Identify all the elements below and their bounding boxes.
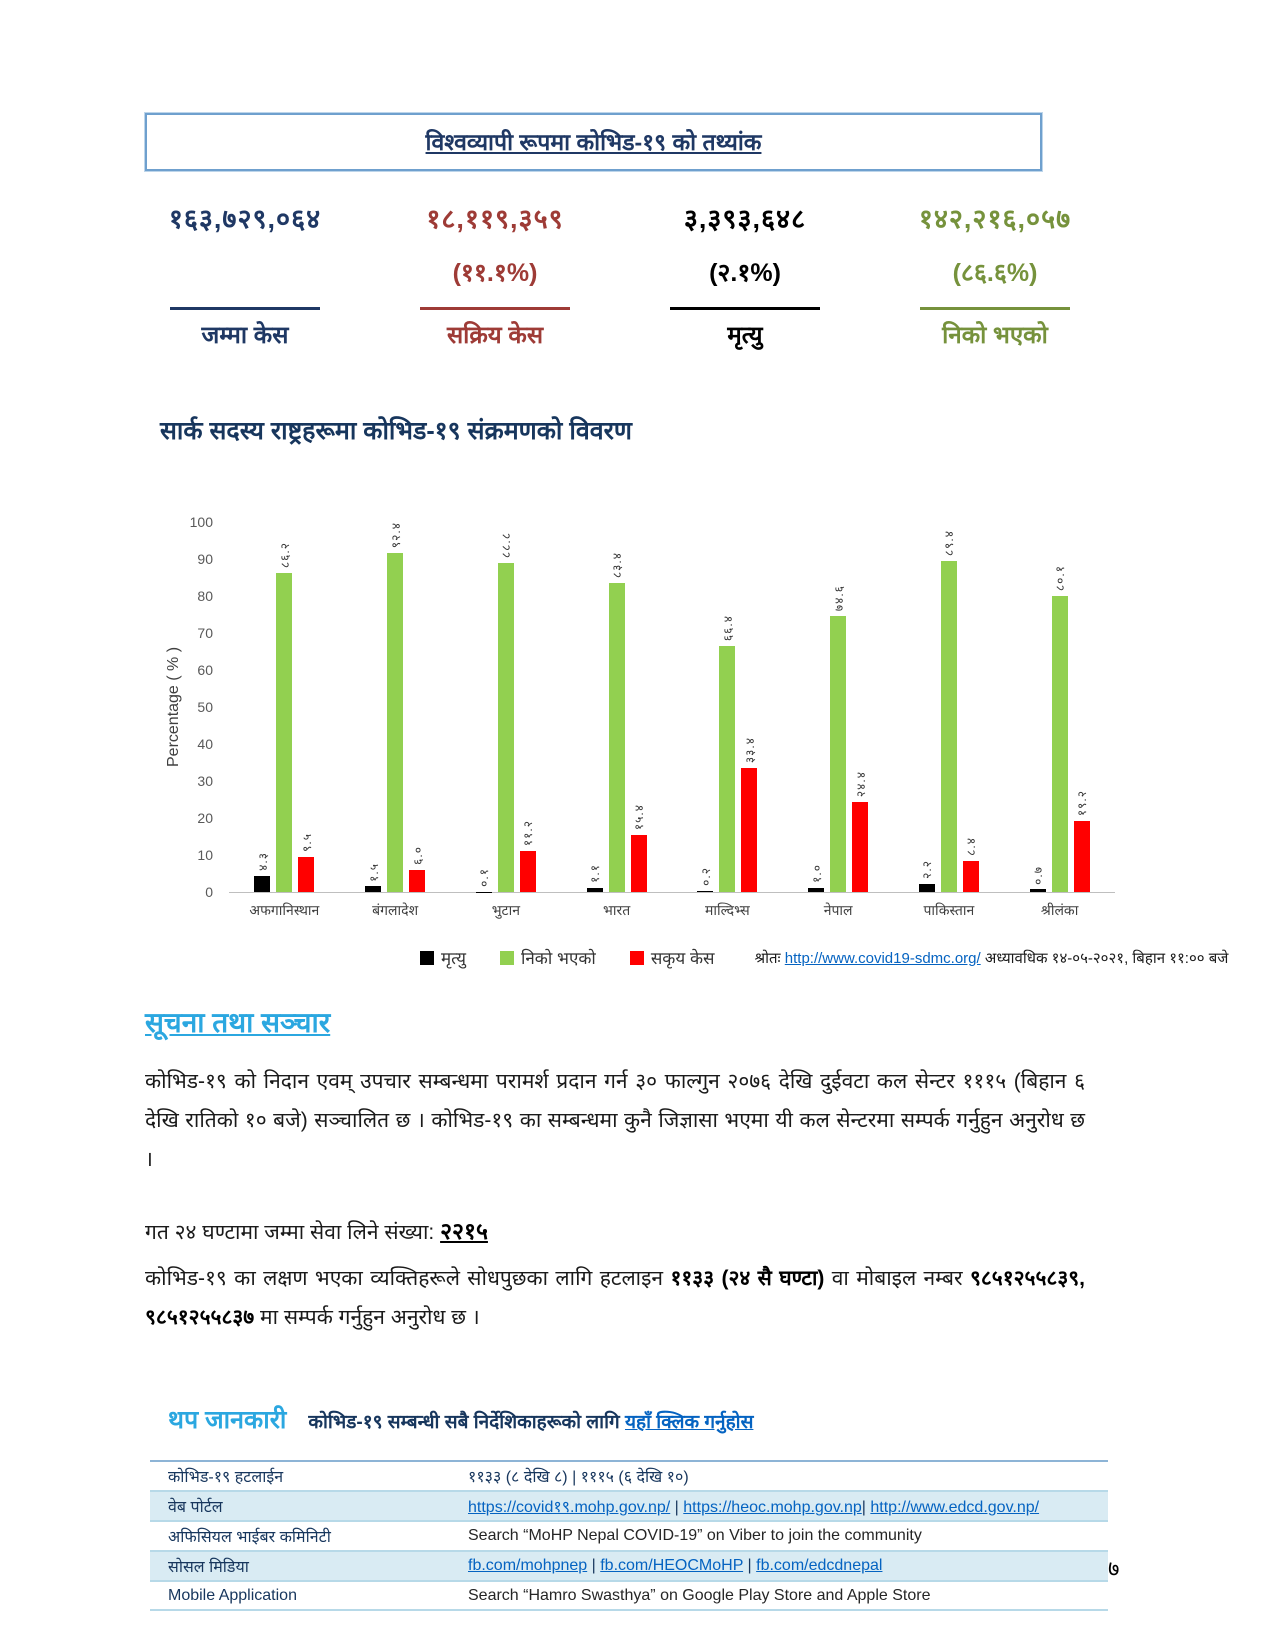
bar xyxy=(697,891,713,892)
table-link[interactable]: https://covid१९.mohp.gov.np/ xyxy=(468,1499,671,1517)
bar-column xyxy=(497,522,514,892)
bar xyxy=(365,886,381,892)
source-suffix: अध्यावधिक १४-०५-२०२१, बिहान ११:०० बजे xyxy=(984,949,1229,967)
service-count-label: गत २४ घण्टामा जम्मा सेवा लिने संख्या: xyxy=(145,1220,441,1244)
bar-column xyxy=(697,522,714,892)
legend-item xyxy=(500,946,596,969)
hotline-text-1: कोभिड-१९ का लक्षण भएका व्यक्तिहरूले सोधपुछका लागि हटलाइन xyxy=(145,1267,671,1291)
bar-value-label: १५.४ xyxy=(632,803,647,831)
table-row-label: अफिसियल भाईबर कमिनिटी xyxy=(168,1529,331,1547)
bar xyxy=(808,888,824,892)
source-prefix: श्रोतः xyxy=(754,949,781,967)
y-tick-label: 70 xyxy=(197,625,213,641)
bar-value-label: १.५ xyxy=(366,862,381,882)
stat-deaths xyxy=(650,199,840,351)
category-label: श्रीलंका xyxy=(1040,902,1079,918)
stat-recovered xyxy=(900,199,1090,351)
bar xyxy=(520,851,536,892)
bar-value-label: ६.० xyxy=(410,845,425,865)
bar-column xyxy=(940,522,957,892)
stat-value: ३,३९३,६४८ xyxy=(683,204,807,234)
hotline-text-3: मा सम्पर्क गर्नुहुन अनुरोध छ । xyxy=(254,1306,480,1330)
bar-value-label: ६६.४ xyxy=(720,615,735,642)
table-link[interactable]: fb.com/HEOCMoHP xyxy=(600,1557,744,1575)
bar-value-label: २.२ xyxy=(920,860,935,879)
chart-body xyxy=(165,477,1115,920)
legend-item xyxy=(630,946,715,969)
bar-value-label: ८६.२ xyxy=(277,542,292,569)
bar-column xyxy=(409,522,426,892)
stat-percent: (११.१%) xyxy=(452,258,538,287)
stat-bottom xyxy=(170,307,320,351)
bar-group xyxy=(340,522,451,892)
bar-column xyxy=(519,522,536,892)
table-row-label: Mobile Application xyxy=(168,1586,297,1604)
legend-label: मृत्यु xyxy=(441,949,466,968)
bar xyxy=(1052,596,1068,892)
y-tick-label: 100 xyxy=(189,514,213,530)
bar xyxy=(254,876,270,892)
bar xyxy=(631,835,647,892)
legend-label: सकृय केस xyxy=(650,949,715,968)
bar-column xyxy=(852,522,869,892)
bar-column xyxy=(254,522,271,892)
stat-value: १६३,७२९,०६४ xyxy=(168,204,322,234)
bar-column xyxy=(630,522,647,892)
stat-label: निको भएको xyxy=(942,322,1048,349)
plot-area xyxy=(183,477,1115,920)
category-label: बंगलादेश xyxy=(372,902,419,918)
table-link[interactable]: fb.com/edcdnepal xyxy=(756,1557,883,1575)
bar-value-label: १.० xyxy=(809,864,824,884)
table-row xyxy=(150,1522,1108,1552)
bar-group xyxy=(672,522,783,892)
stat-label: मृत्यु xyxy=(727,322,763,349)
hotline-text-2: वा मोबाइल नम्बर xyxy=(824,1267,970,1291)
bar-value-label: ८०.१ xyxy=(1053,564,1068,591)
bar-value-label: ८.४ xyxy=(964,837,979,856)
page-number: ७ xyxy=(1108,1556,1120,1581)
more-info-text xyxy=(308,1408,753,1434)
stat-active xyxy=(400,199,590,351)
stat-value: १४२,२१६,०५७ xyxy=(918,204,1072,234)
stat-divider-line xyxy=(670,307,820,310)
table-row-value: ११३३ (८ देखि ८) | १११५ (६ देखि १०) xyxy=(468,1469,689,1487)
bar-group xyxy=(451,522,562,892)
x-axis-labels xyxy=(229,893,1115,920)
legend-row xyxy=(420,946,1275,969)
bar xyxy=(298,857,314,892)
bar xyxy=(276,573,292,892)
legend-label: निको भएको xyxy=(520,949,596,968)
y-tick-label: 80 xyxy=(197,588,213,604)
bar xyxy=(409,870,425,892)
mobile-numbers: ९८५१२५५८३९, ९८५१२५५८३७ xyxy=(145,1267,1085,1330)
bar-group xyxy=(783,522,894,892)
bar-column xyxy=(586,522,603,892)
bar-column xyxy=(1073,522,1090,892)
y-tick-label: 60 xyxy=(197,662,213,678)
saarc-bar-chart xyxy=(165,477,1229,969)
table-row xyxy=(150,1492,1108,1522)
stat-percent: (८६.६%) xyxy=(952,258,1038,287)
service-count-value: २२१५ xyxy=(440,1217,488,1244)
bar-value-label: ०.२ xyxy=(698,867,713,887)
bar xyxy=(852,802,868,892)
source-link[interactable]: http://www.covid19-sdmc.org/ xyxy=(784,949,981,967)
more-info-row xyxy=(168,1402,1275,1436)
stat-label: सक्रिय केस xyxy=(446,322,544,349)
bar xyxy=(741,768,757,892)
y-tick-label: 40 xyxy=(197,736,213,752)
bar-value-label: ९.५ xyxy=(299,833,314,852)
stat-total xyxy=(150,199,340,351)
bar xyxy=(387,553,403,892)
stat-value: १८,११९,३५९ xyxy=(426,204,564,234)
bar-value-label: १९.२ xyxy=(1075,789,1090,816)
bar-value-label: ९२.४ xyxy=(388,522,403,549)
bar-column xyxy=(475,522,492,892)
bar-column xyxy=(808,522,825,892)
hotline-number: ११३३ (२४ सै घण्टा) xyxy=(670,1267,825,1291)
table-row-label: सोसल मिडिया xyxy=(168,1559,249,1577)
bar-column xyxy=(365,522,382,892)
bar-group xyxy=(1004,522,1115,892)
info-paragraph-1 xyxy=(145,1063,1085,1180)
bar-column xyxy=(298,522,315,892)
y-tick-label: 10 xyxy=(197,847,213,863)
table-row xyxy=(150,1462,1108,1492)
y-tick-label: 0 xyxy=(205,884,213,900)
bar-value-label: ०.१ xyxy=(477,867,492,887)
global-stats-header-box xyxy=(145,113,1042,171)
chart-legend xyxy=(420,946,715,969)
table-row xyxy=(150,1552,1108,1582)
stat-label: जम्मा केस xyxy=(201,322,289,349)
bar-value-label: ७४.६ xyxy=(831,584,846,611)
table-link[interactable]: http://www.edcd.gov.np/ xyxy=(870,1499,1040,1517)
table-row-value: Search “MoHP Nepal COVID-19” on Viber to join the community xyxy=(468,1527,922,1545)
bar-value-label: ११.२ xyxy=(521,819,536,846)
y-tick-label: 20 xyxy=(197,810,213,826)
guidelines-link[interactable]: यहाँ क्लिक गर्नुहोस xyxy=(624,1412,754,1434)
bar-column xyxy=(387,522,404,892)
bar-value-label: ८९.४ xyxy=(942,530,957,557)
bar-value-label: ८८.८ xyxy=(499,532,514,559)
bar xyxy=(719,646,735,892)
category-label: भारत xyxy=(603,902,631,918)
table-row xyxy=(150,1582,1108,1611)
bar xyxy=(609,583,625,892)
bar-value-label: ३३.४ xyxy=(742,737,757,764)
bar-column xyxy=(830,522,847,892)
stat-percent: (२.१%) xyxy=(709,258,781,287)
bar-column xyxy=(1051,522,1068,892)
category-label: अफगानिस्थान xyxy=(249,902,320,918)
y-axis-label: Percentage ( % ) xyxy=(165,646,182,768)
bar-column xyxy=(608,522,625,892)
bar xyxy=(963,861,979,892)
stat-bottom xyxy=(420,307,570,351)
stat-divider-line xyxy=(420,307,570,310)
category-label: नेपाल xyxy=(823,902,853,918)
legend-swatch xyxy=(630,951,644,965)
table-row-label: कोभिड-१९ हटलाईन xyxy=(168,1469,284,1487)
bar xyxy=(941,561,957,892)
y-tick-label: 90 xyxy=(197,551,213,567)
bar-value-label: ४.३ xyxy=(255,852,270,872)
table-row-value: https://covid१९.mohp.gov.np/ | https://heoc.mohp.gov.np| http://www.edcd.gov.np/ xyxy=(468,1499,1040,1517)
category-label: पाकिस्तान xyxy=(923,902,975,918)
bar-value-label: ८३.४ xyxy=(610,552,625,579)
bar-group xyxy=(561,522,672,892)
legend-swatch xyxy=(420,951,434,965)
y-tick-label: 50 xyxy=(197,699,213,715)
bar-group xyxy=(894,522,1005,892)
info-section-heading: सूचना तथा सञ्चार xyxy=(145,1007,331,1038)
table-row-value: Search “Hamro Swasthya” on Google Play Store and Apple Store xyxy=(468,1586,931,1604)
page-title: विश्वव्यापी रूपमा कोभिड-१९ को तथ्यांक xyxy=(425,129,762,155)
table-row-label: वेब पोर्टल xyxy=(168,1499,223,1517)
stat-divider-line xyxy=(170,307,320,310)
category-label: भुटान xyxy=(491,902,521,918)
table-link[interactable]: fb.com/mohpnep xyxy=(468,1557,588,1575)
stat-divider-line xyxy=(920,307,1070,310)
category-label: माल्दिभ्स xyxy=(705,902,750,918)
bar-column xyxy=(918,522,935,892)
global-stats-row xyxy=(150,199,1090,351)
bar xyxy=(498,563,514,892)
bar xyxy=(587,888,603,892)
plot xyxy=(229,522,1115,893)
table-link[interactable]: https://heoc.mohp.gov.np xyxy=(683,1499,862,1517)
more-info-text-label: कोभिड-१९ सम्बन्धी सबै निर्देशिकाहरूको लागि xyxy=(308,1412,625,1434)
bar-value-label: १.१ xyxy=(588,864,603,883)
bar-column xyxy=(1029,522,1046,892)
chart-source xyxy=(755,948,1229,968)
bar xyxy=(830,616,846,892)
bar xyxy=(919,884,935,892)
contact-info-table xyxy=(150,1460,1108,1611)
more-info-heading: थप जानकारी xyxy=(168,1406,287,1435)
bar-group xyxy=(229,522,340,892)
bar-column xyxy=(962,522,979,892)
chart-title: सार्क सदस्य राष्ट्रहरूमा कोभिड-१९ संक्रमणको विवरण xyxy=(160,417,632,445)
bar-value-label: ०.७ xyxy=(1031,865,1046,885)
stat-bottom xyxy=(920,307,1070,351)
bar-column xyxy=(719,522,736,892)
bar xyxy=(1030,889,1046,892)
table-row-value: fb.com/mohpnep | fb.com/HEOCMoHP | fb.com/edcdnepal xyxy=(468,1557,883,1575)
y-tick-label: 30 xyxy=(197,773,213,789)
info-paragraph-1-text: कोभिड-१९ को निदान एवम् उपचार सम्बन्धमा परामर्श प्रदान गर्न ३० फाल्गुन २०७६ देखि दुईवटा कल सेन्टर १११५ (बिहान ६ देखि रातिको १० बजे) सञ्चालित छ । कोभिड-१९ का सम्बन्धमा कुनै जिज्ञासा भएमा यी कल सेन्टरमा सम्पर्क गर्नुहुन अनुरोध छ । xyxy=(145,1070,1085,1171)
legend-item xyxy=(420,946,466,969)
bar xyxy=(1074,821,1090,892)
bar-column xyxy=(276,522,293,892)
legend-swatch xyxy=(500,951,514,965)
bar-column xyxy=(741,522,758,892)
info-paragraph-3 xyxy=(145,1260,1085,1338)
bar-value-label: २४.४ xyxy=(853,770,868,797)
y-axis-ticks xyxy=(183,514,223,900)
stat-bottom xyxy=(670,307,820,351)
info-paragraph-2 xyxy=(145,1210,1085,1253)
